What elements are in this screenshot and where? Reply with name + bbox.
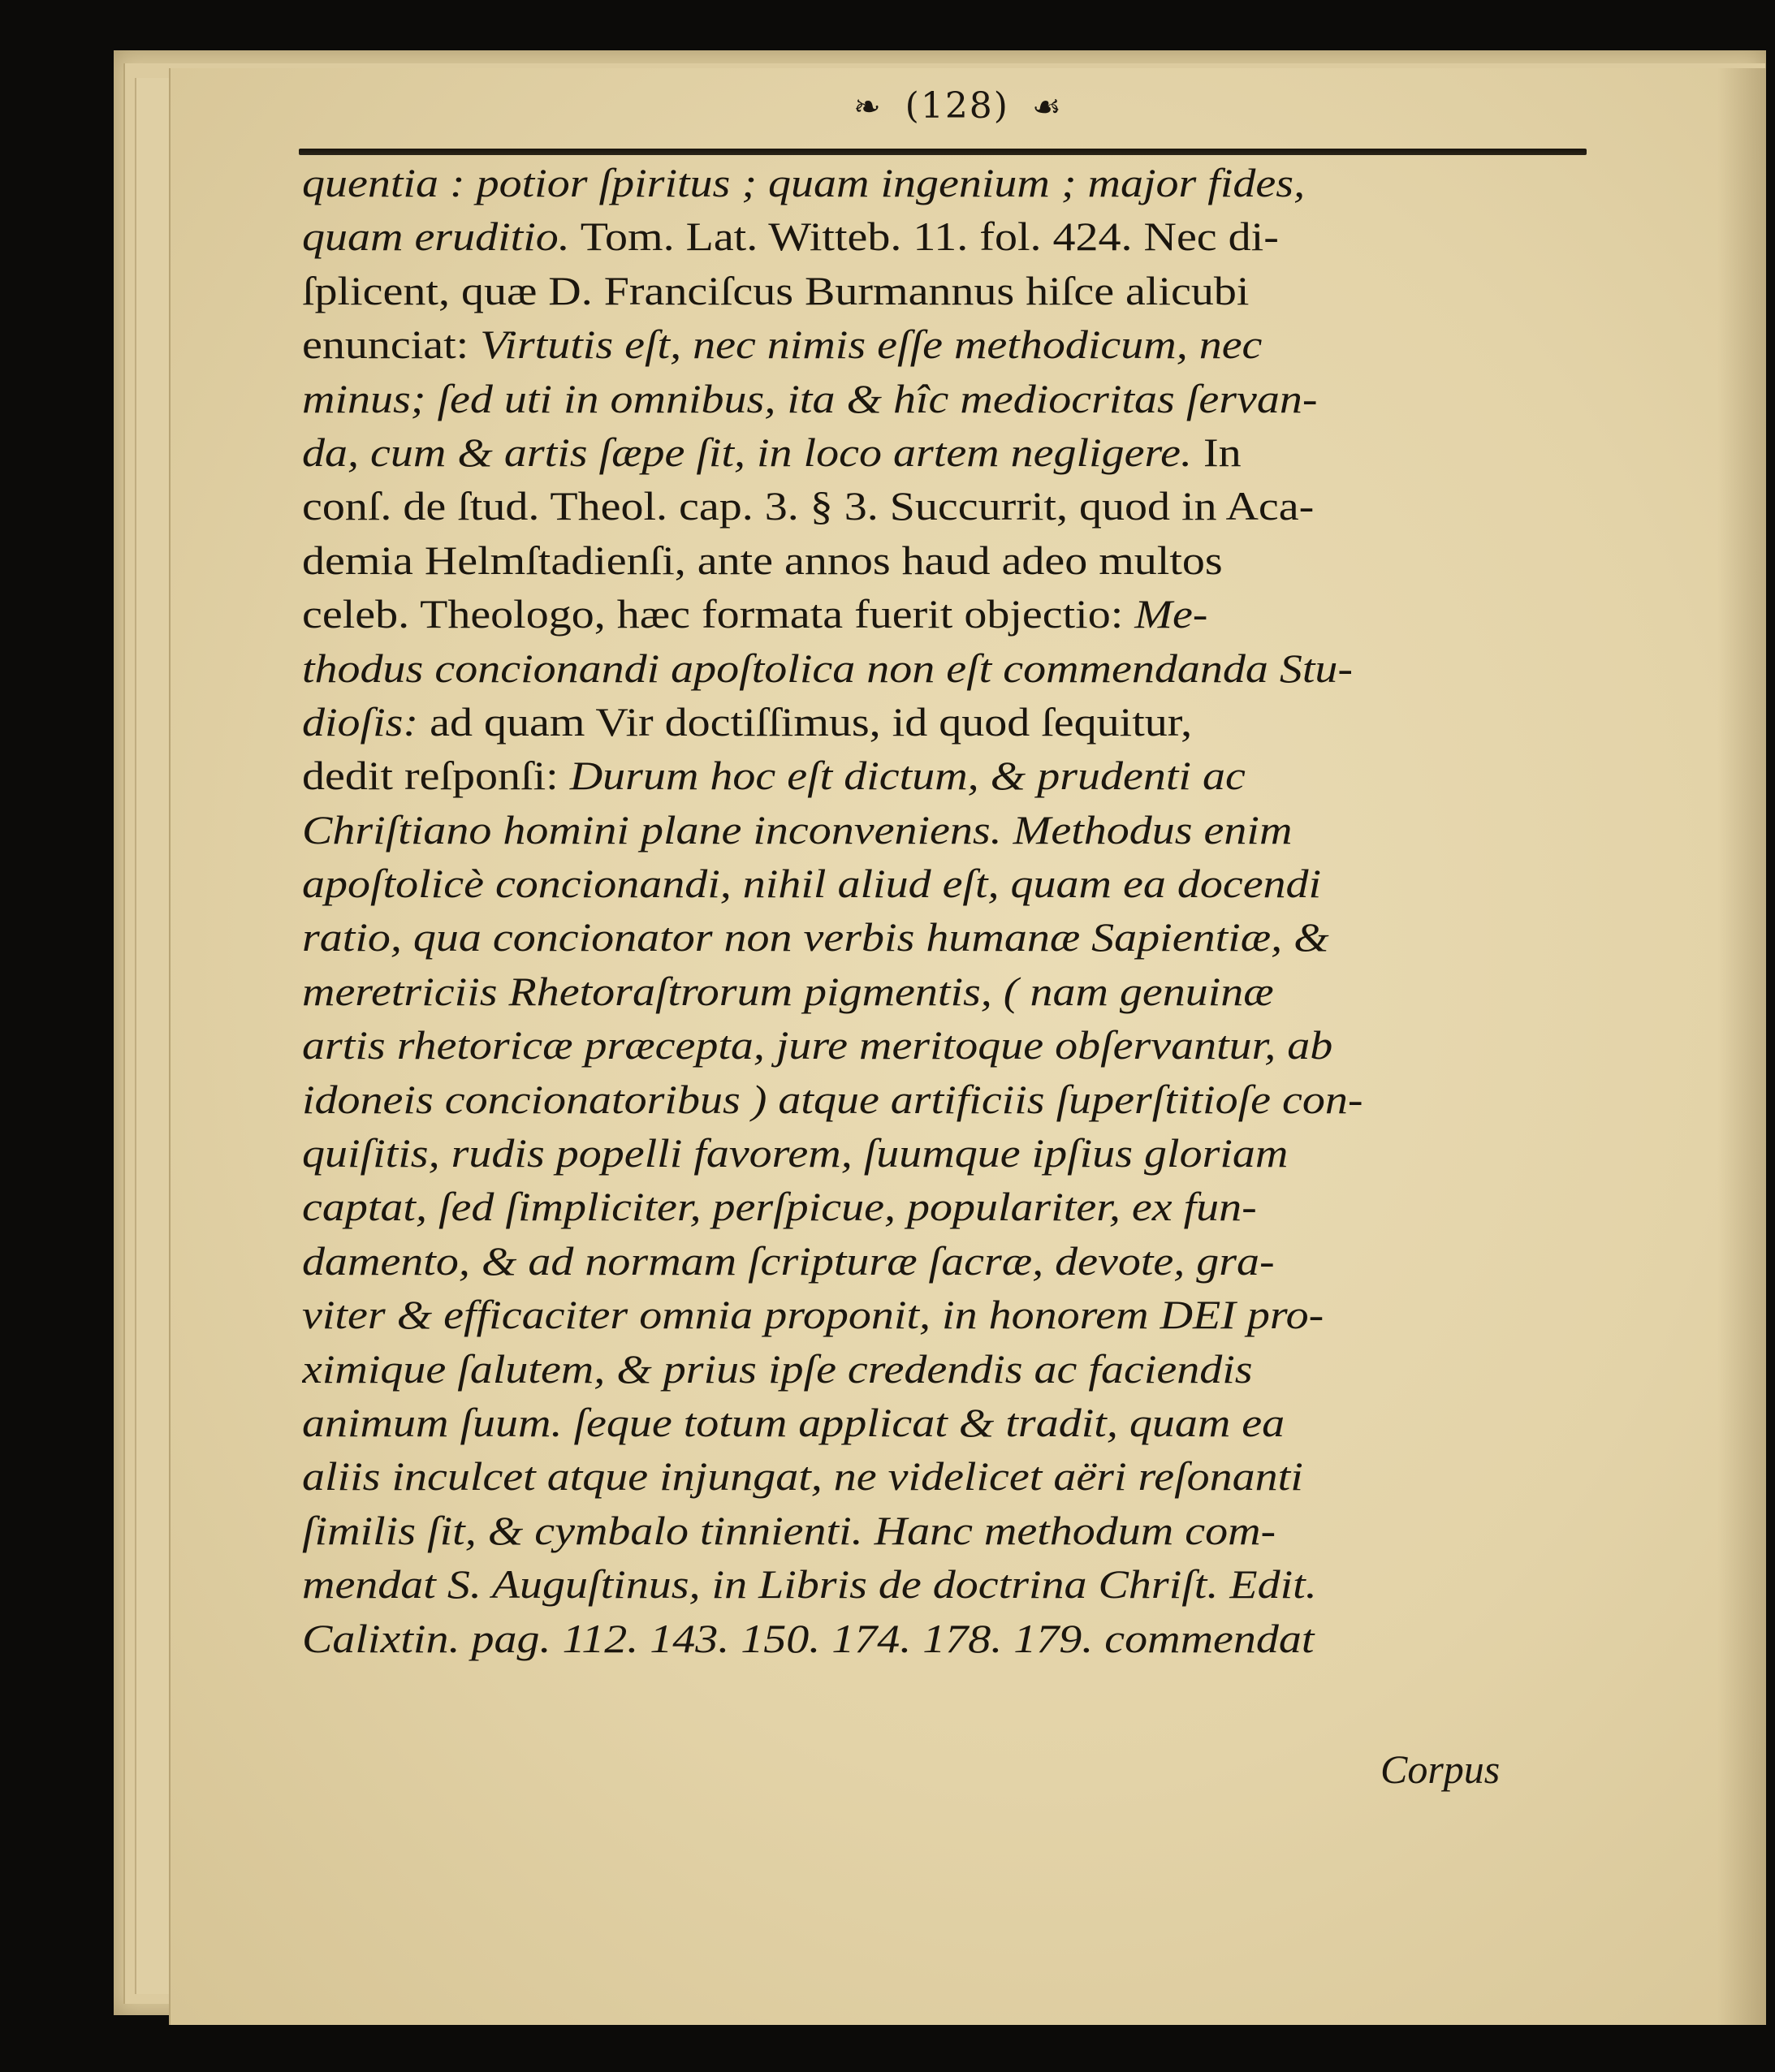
text-line (302, 1073, 1585, 1126)
text-segment: quam eruditio. (302, 214, 570, 260)
text-line (302, 857, 1585, 910)
text-segment: aliis inculcet atque injungat, ne videlicet aëri reſonanti (302, 1453, 1303, 1500)
text-segment: captat, ſed ſimpliciter, perſpicue, populariter, ex fun- (302, 1184, 1257, 1230)
text-segment: quentia : potior ſpiritus ; quam ingenium ; major fides, (302, 160, 1306, 205)
text-segment: da, cum & artis ſæpe ſit, in loco artem negligere. (302, 429, 1193, 475)
text-segment: ad quam Vir doctiſſimus, id quod ſequitur, (418, 698, 1193, 745)
text-segment: dioſis: (302, 698, 419, 745)
page-number: (128) (905, 85, 1009, 127)
text-segment: damento, & ad normam ſcripturæ ſacræ, devote, gra- (302, 1237, 1275, 1284)
text-line (302, 425, 1585, 479)
text-segment: meretriciis Rhetoraſtrorum pigmentis, ( nam genuinæ (302, 968, 1274, 1014)
text-line (302, 479, 1585, 533)
text-line (302, 803, 1585, 857)
text-line (302, 749, 1585, 802)
text-line (302, 317, 1585, 371)
text-line (302, 587, 1585, 641)
text-line (302, 1180, 1585, 1233)
text-segment: ſimilis ſit, & cymbalo tinnienti. Hanc methodum com- (302, 1507, 1276, 1553)
text-segment: Chriſtiano homini plane inconveniens. Methodus enim (302, 806, 1293, 853)
gutter-shadow (1717, 68, 1766, 2025)
text-line (302, 1557, 1585, 1611)
text-segment: apoſtolicè concionandi, nihil aliud eſt, quam ea docendi (302, 861, 1322, 907)
text-segment: ximique ſalutem, & prius ipſe credendis ac faciendis (302, 1345, 1253, 1392)
ornament-left-icon: ❧ (853, 88, 883, 126)
text-segment: ratio, qua concionator non verbis humanæ Sapientiæ, & (302, 914, 1329, 960)
text-segment: animum ſuum. ſeque totum applicat & tradit, quam ea (302, 1399, 1285, 1445)
text-line (302, 1449, 1585, 1503)
text-segment: Durum hoc eſt dictum, & prudenti ac (569, 753, 1246, 799)
text-segment: mendat S. Auguſtinus, in Libris de doctrina Chriſt. Edit. (302, 1561, 1317, 1608)
text-line (302, 695, 1585, 749)
text-line (302, 965, 1585, 1018)
text-segment: ſplicent, quæ D. Franciſcus Burmannus hiſce alicubi (302, 267, 1250, 313)
text-line (302, 1018, 1585, 1072)
text-segment: minus; ſed uti in omnibus, ita & hîc mediocritas ſervan- (302, 375, 1318, 421)
text-segment: thodus concionandi apoſtolica non eſt commendanda Stu- (302, 645, 1354, 691)
text-line (302, 372, 1585, 425)
catchword: Corpus (1380, 1746, 1501, 1792)
text-segment: viter & efficaciter omnia proponit, in honorem DEI pro- (302, 1292, 1324, 1338)
text-segment: Virtutis eſt, nec nimis eſſe methodicum, nec (480, 322, 1263, 368)
text-segment: Calixtin. pag. 112. 143. 150. 174. 178. 179. commendat (302, 1615, 1315, 1661)
text-segment: idoneis concionatoribus ) atque artificiis ſuperſtitioſe con- (302, 1076, 1363, 1122)
text-line (302, 264, 1585, 317)
text-segment: artis rhetoricæ præcepta, jure meritoque obſervantur, ab (302, 1022, 1333, 1068)
text-line (302, 1504, 1585, 1557)
text-line (302, 1612, 1585, 1665)
body-text (302, 156, 1585, 1665)
text-segment: Me- (1134, 591, 1208, 637)
header-rule (299, 149, 1587, 155)
text-line (302, 1126, 1585, 1180)
text-line (302, 156, 1585, 209)
text-segment: quiſitis, rudis popelli favorem, ſuumque ipſius gloriam (302, 1130, 1289, 1176)
text-segment: demia Helmſtadienſi, ante annos haud adeo multos (302, 537, 1223, 583)
text-line (302, 1342, 1585, 1396)
text-segment: Tom. Lat. Witteb. 11. fol. 424. Nec di- (569, 214, 1279, 260)
text-line (302, 1288, 1585, 1341)
text-segment: dedit reſponſi: (302, 753, 570, 799)
text-segment: conſ. de ſtud. Theol. cap. 3. § 3. Succurrit, quod in Aca- (302, 483, 1315, 529)
text-line (302, 533, 1585, 587)
text-line (302, 641, 1585, 695)
text-line (302, 1396, 1585, 1449)
text-segment: In (1192, 429, 1242, 475)
text-line (302, 1234, 1585, 1288)
ornament-right-icon: ☙ (1031, 88, 1063, 126)
text-line (302, 910, 1585, 964)
page-header (715, 85, 1202, 142)
text-line (302, 209, 1585, 263)
text-segment: celeb. Theologo, hæc formata fuerit objectio: (302, 591, 1135, 637)
text-segment: enunciat: (302, 322, 481, 368)
